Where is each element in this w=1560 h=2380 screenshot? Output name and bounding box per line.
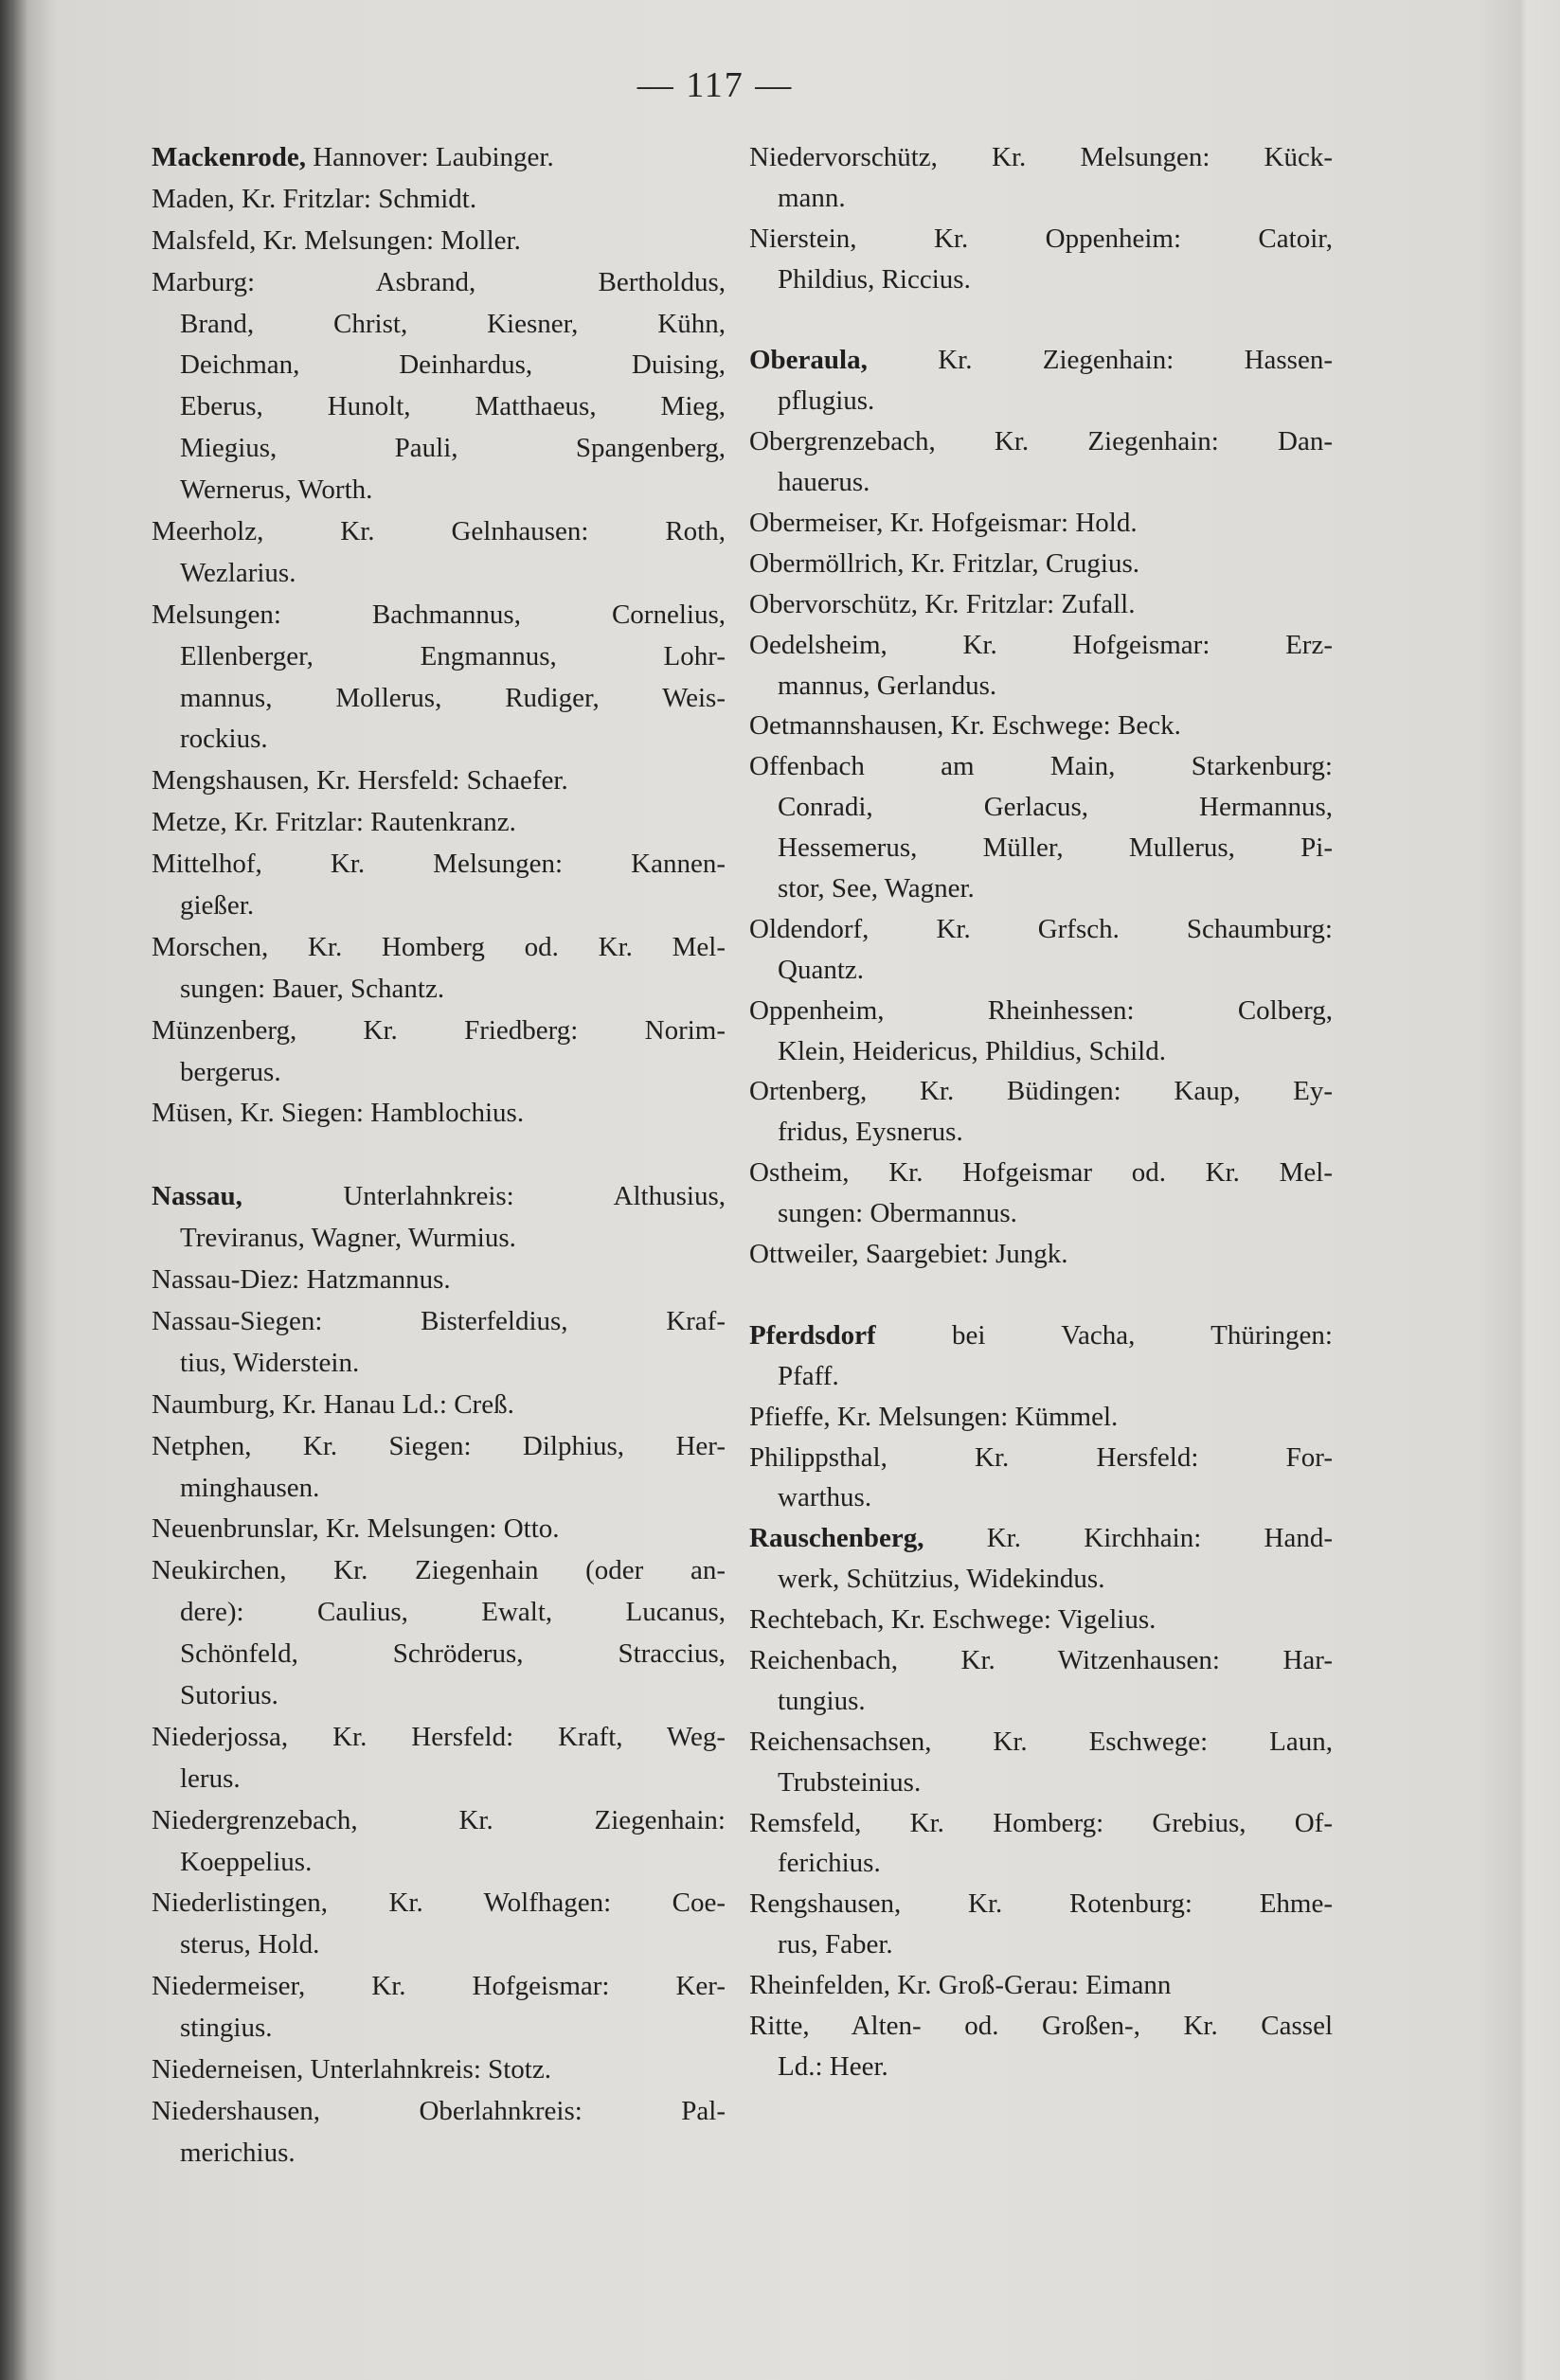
entry-text: Conradi, Gerlacus, Hermannus, bbox=[778, 792, 1333, 823]
entry-text: Oppenheim, Rheinhessen: Colberg, bbox=[749, 994, 1333, 1026]
entry-text: Philippsthal, Kr. Hersfeld: For- bbox=[749, 1441, 1333, 1473]
section-gap bbox=[749, 1275, 1333, 1315]
entry-line bbox=[749, 625, 1333, 666]
entry-line bbox=[749, 1031, 1333, 1072]
entry-line bbox=[749, 1681, 1333, 1722]
entry-text: minghausen. bbox=[180, 1472, 320, 1503]
index-entry bbox=[749, 1438, 1333, 1519]
entry-line bbox=[749, 706, 1333, 746]
entry-line bbox=[152, 678, 726, 720]
entry-text: Klein, Heidericus, Phildius, Schild. bbox=[778, 1035, 1166, 1066]
entry-text: Obervorschütz, Kr. Fritzlar: Zufall. bbox=[749, 588, 1136, 619]
entry-text: Mengshausen, Kr. Hersfeld: Schaefer. bbox=[152, 765, 568, 796]
index-entry bbox=[152, 1011, 726, 1094]
index-entry bbox=[152, 844, 726, 927]
entry-text: Offenbach am Main, Starkenburg: bbox=[749, 751, 1333, 782]
entry-line bbox=[749, 1153, 1333, 1193]
entry-line bbox=[749, 584, 1333, 625]
entry-text: sungen: Bauer, Schantz. bbox=[180, 973, 445, 1004]
entry-line bbox=[152, 802, 726, 844]
entry-text: sterus, Hold. bbox=[180, 1929, 320, 1960]
entry-text: Meerholz, Kr. Gelnhausen: Roth, bbox=[152, 516, 726, 547]
entry-text: Malsfeld, Kr. Melsungen: Moller. bbox=[152, 224, 521, 256]
entry-text: tungius. bbox=[778, 1685, 866, 1716]
entry-line bbox=[749, 421, 1333, 462]
entry-text: warthus. bbox=[778, 1482, 872, 1513]
entry-text: Neuenbrunslar, Kr. Melsungen: Otto. bbox=[152, 1513, 560, 1545]
entry-line bbox=[749, 462, 1333, 503]
entry-line bbox=[749, 259, 1333, 300]
index-entry bbox=[152, 179, 726, 221]
entry-line bbox=[749, 1071, 1333, 1112]
entry-text: Miegius, Pauli, Spangenberg, bbox=[180, 433, 726, 464]
entry-line bbox=[749, 219, 1333, 259]
entry-line bbox=[749, 991, 1333, 1031]
entry-line bbox=[152, 2133, 726, 2174]
entry-text: tius, Widerstein. bbox=[180, 1347, 360, 1378]
entry-line bbox=[152, 1011, 726, 1052]
entry-line bbox=[152, 1675, 726, 1717]
entry-line bbox=[749, 1477, 1333, 1518]
index-entry bbox=[152, 1301, 726, 1385]
entry-text: mannus, Gerlandus. bbox=[778, 670, 997, 701]
entry-text: Maden, Kr. Fritzlar: Schmidt. bbox=[152, 183, 477, 214]
entry-text: Rheinfelden, Kr. Groß-Gerau: Eimann bbox=[749, 1970, 1172, 2001]
entry-line bbox=[152, 1093, 726, 1135]
index-entry bbox=[749, 1640, 1333, 1722]
entry-line bbox=[152, 553, 726, 595]
index-entry bbox=[749, 503, 1333, 544]
index-entry bbox=[152, 1385, 726, 1426]
entry-line bbox=[152, 1717, 726, 1759]
entry-text: Neukirchen, Kr. Ziegenhain (oder an- bbox=[152, 1555, 726, 1586]
index-entry bbox=[152, 1883, 726, 1966]
entry-text: Morschen, Kr. Homberg od. Kr. Mel- bbox=[152, 931, 726, 962]
entry-line bbox=[152, 1260, 726, 1301]
entry-line bbox=[152, 1550, 726, 1592]
index-entry bbox=[749, 1071, 1333, 1153]
entry-line bbox=[749, 1356, 1333, 1397]
entry-text: Wernerus, Worth. bbox=[180, 474, 373, 506]
entry-line bbox=[749, 1397, 1333, 1438]
entry-text: Ritte, Alten- od. Großen-, Kr. Cassel bbox=[749, 2010, 1333, 2041]
entry-text: Reichenbach, Kr. Witzenhausen: Har- bbox=[749, 1644, 1333, 1675]
entry-heading: Pferdsdorf bbox=[749, 1319, 876, 1351]
entry-text: Mittelhof, Kr. Melsungen: Kannen- bbox=[152, 849, 726, 880]
entry-line bbox=[749, 2047, 1333, 2087]
index-entry bbox=[749, 219, 1333, 300]
index-entry bbox=[749, 706, 1333, 746]
entry-text: werk, Schützius, Widekindus. bbox=[778, 1564, 1105, 1595]
entry-text: Oedelsheim, Kr. Hofgeismar: Erz- bbox=[749, 629, 1333, 660]
index-entry bbox=[749, 1722, 1333, 1803]
entry-line bbox=[152, 1468, 726, 1510]
entry-text: Reichensachsen, Kr. Eschwege: Laun, bbox=[749, 1726, 1333, 1757]
entry-line bbox=[749, 1803, 1333, 1844]
entry-text: dere): Caulius, Ewalt, Lucanus, bbox=[180, 1597, 726, 1628]
entry-text: rus, Faber. bbox=[778, 1929, 893, 1960]
entry-text: Trubsteinius. bbox=[778, 1766, 922, 1798]
page-number: — 117 — bbox=[637, 65, 794, 105]
entry-line bbox=[749, 828, 1333, 868]
index-entry bbox=[152, 761, 726, 802]
entry-line bbox=[749, 1924, 1333, 1965]
entry-line bbox=[749, 746, 1333, 787]
entry-line bbox=[152, 470, 726, 511]
entry-line bbox=[749, 178, 1333, 219]
entry-line bbox=[749, 544, 1333, 584]
index-entry bbox=[749, 625, 1333, 707]
index-entry bbox=[152, 262, 726, 511]
entry-text: Münzenberg, Kr. Friedberg: Norim- bbox=[152, 1014, 726, 1046]
entry-text: Rechtebach, Kr. Eschwege: Vigelius. bbox=[749, 1604, 1157, 1636]
entry-line bbox=[152, 1883, 726, 1924]
entry-line bbox=[152, 761, 726, 802]
entry-heading: Mackenrode, bbox=[152, 142, 306, 172]
entry-text: pflugius. bbox=[778, 385, 875, 417]
entry-text: Niederlistingen, Kr. Wolfhagen: Coe- bbox=[152, 1888, 726, 1919]
entry-heading: Rauschenberg, bbox=[749, 1523, 924, 1554]
entry-line bbox=[152, 1966, 726, 2008]
entry-text: Ortenberg, Kr. Büdingen: Kaup, Ey- bbox=[749, 1076, 1333, 1107]
index-entry bbox=[152, 2091, 726, 2174]
entry-line bbox=[152, 428, 726, 470]
entry-text: Niedergrenzebach, Kr. Ziegenhain: bbox=[152, 1804, 726, 1835]
entry-text: mannus, Mollerus, Rudiger, Weis- bbox=[180, 682, 726, 713]
entry-text: Marburg: Asbrand, Bertholdus, bbox=[152, 266, 726, 297]
entry-text: Schönfeld, Schröderus, Straccius, bbox=[180, 1638, 726, 1670]
entry-line bbox=[749, 503, 1333, 544]
entry-line bbox=[749, 950, 1333, 991]
entry-text: Niederjossa, Kr. Hersfeld: Kraft, Weg- bbox=[152, 1721, 726, 1752]
entry-line bbox=[749, 1722, 1333, 1763]
entry-text: Netphen, Kr. Siegen: Dilphius, Her- bbox=[152, 1430, 726, 1461]
entry-text: Deichman, Deinhardus, Duising, bbox=[180, 349, 726, 381]
entry-text: Niedermeiser, Kr. Hofgeismar: Ker- bbox=[152, 1971, 726, 2002]
entry-text: stingius. bbox=[180, 2013, 273, 2044]
entry-text: Obermeiser, Kr. Hofgeismar: Hold. bbox=[749, 508, 1138, 539]
entry-text: Obermöllrich, Kr. Fritzlar, Crugius. bbox=[749, 547, 1140, 579]
entry-line bbox=[152, 511, 726, 553]
index-entry bbox=[152, 137, 726, 179]
entry-text: Pfaff. bbox=[778, 1360, 839, 1391]
entry-line bbox=[749, 909, 1333, 950]
index-entry bbox=[152, 1426, 726, 1510]
entry-line bbox=[749, 1640, 1333, 1681]
entry-line bbox=[749, 1518, 1333, 1559]
entry-text: Remsfeld, Kr. Homberg: Grebius, Of- bbox=[749, 1807, 1333, 1838]
entry-line bbox=[749, 787, 1333, 828]
entry-text: mann. bbox=[778, 182, 846, 213]
entry-line bbox=[749, 1600, 1333, 1640]
entry-line bbox=[152, 886, 726, 927]
index-entry bbox=[749, 909, 1333, 991]
entry-line bbox=[152, 1385, 726, 1426]
entry-line bbox=[152, 386, 726, 428]
entry-text: Müsen, Kr. Siegen: Hamblochius. bbox=[152, 1098, 525, 1129]
index-entry bbox=[749, 1315, 1333, 1397]
entry-line bbox=[749, 1843, 1333, 1884]
entry-line bbox=[749, 1965, 1333, 2006]
index-entry bbox=[749, 1518, 1333, 1600]
entry-text: Obergrenzebach, Kr. Ziegenhain: Dan- bbox=[749, 426, 1333, 457]
entry-line bbox=[152, 1800, 726, 1842]
entry-text: Ellenberger, Engmannus, Lohr- bbox=[180, 640, 726, 671]
entry-text: Nassau-Siegen: Bisterfeldius, Kraf- bbox=[152, 1305, 726, 1336]
index-entry bbox=[749, 1884, 1333, 1965]
entry-line bbox=[749, 1234, 1333, 1275]
index-entry bbox=[152, 927, 726, 1011]
entry-line bbox=[152, 137, 726, 179]
entry-line bbox=[152, 719, 726, 761]
entry-line bbox=[152, 595, 726, 636]
entry-text: Ottweiler, Saargebiet: Jungk. bbox=[749, 1239, 1068, 1270]
entry-line bbox=[749, 868, 1333, 909]
entry-text: Niedershausen, Oberlahnkreis: Pal- bbox=[152, 2095, 726, 2126]
entry-text: Quantz. bbox=[778, 954, 864, 985]
entry-line bbox=[152, 844, 726, 886]
entry-text: Sutorius. bbox=[180, 1679, 278, 1710]
entry-text: Pfieffe, Kr. Melsungen: Kümmel. bbox=[749, 1401, 1119, 1432]
entry-line bbox=[152, 2008, 726, 2049]
entry-text: sungen: Obermannus. bbox=[778, 1198, 1017, 1229]
entry-text: fridus, Eysnerus. bbox=[778, 1117, 963, 1148]
entry-text: Niederneisen, Unterlahnkreis: Stotz. bbox=[152, 2053, 551, 2085]
entry-text: bergerus. bbox=[180, 1056, 281, 1087]
index-entry bbox=[749, 137, 1333, 219]
index-entry bbox=[749, 1803, 1333, 1885]
entry-text: Metze, Kr. Fritzlar: Rautenkranz. bbox=[152, 807, 516, 838]
index-entry bbox=[152, 802, 726, 844]
entry-text: stor, See, Wagner. bbox=[778, 873, 975, 904]
index-entry bbox=[152, 1800, 726, 1884]
entry-line bbox=[152, 1634, 726, 1675]
index-entry bbox=[152, 1260, 726, 1301]
entry-line bbox=[152, 969, 726, 1011]
entry-line bbox=[152, 1842, 726, 1884]
entry-text: Phildius, Riccius. bbox=[778, 263, 971, 295]
entry-text: Eberus, Hunolt, Matthaeus, Mieg, bbox=[180, 391, 726, 422]
index-entry bbox=[152, 595, 726, 761]
index-entry bbox=[749, 746, 1333, 909]
index-entry bbox=[749, 1600, 1333, 1640]
entry-text: Naumburg, Kr. Hanau Ld.: Creß. bbox=[152, 1388, 514, 1420]
entry-text: Niedervorschütz, Kr. Melsungen: Kück- bbox=[749, 142, 1333, 172]
entry-text: Unterlahnkreis: Althusius, bbox=[242, 1181, 726, 1212]
entry-text: Koeppelius. bbox=[180, 1846, 313, 1877]
entry-line bbox=[152, 2049, 726, 2091]
entry-heading: Nassau, bbox=[152, 1181, 242, 1212]
index-entry bbox=[749, 1397, 1333, 1438]
entry-line bbox=[152, 1759, 726, 1800]
entry-line bbox=[152, 1218, 726, 1260]
entry-text: Ld.: Heer. bbox=[778, 2050, 888, 2082]
index-entry bbox=[152, 1093, 726, 1135]
entry-text: Nassau-Diez: Hatzmannus. bbox=[152, 1264, 451, 1296]
entry-line bbox=[749, 1193, 1333, 1234]
index-entry bbox=[152, 221, 726, 262]
entry-line bbox=[749, 2006, 1333, 2047]
index-entry bbox=[749, 991, 1333, 1072]
entry-text: Kr. Ziegenhain: Hassen- bbox=[867, 345, 1333, 376]
entry-line bbox=[152, 262, 726, 304]
entry-line bbox=[152, 179, 726, 221]
entry-line bbox=[152, 304, 726, 346]
entry-line bbox=[152, 1426, 726, 1468]
entry-line bbox=[749, 1438, 1333, 1478]
entry-line bbox=[749, 381, 1333, 421]
entry-text: Wezlarius. bbox=[180, 557, 296, 588]
entry-line bbox=[152, 1052, 726, 1094]
entry-line bbox=[152, 1509, 726, 1550]
entry-line bbox=[152, 927, 726, 969]
entry-line bbox=[749, 1315, 1333, 1356]
index-entry bbox=[749, 2006, 1333, 2087]
index-entry bbox=[749, 544, 1333, 584]
entry-line bbox=[749, 1763, 1333, 1803]
index-entry bbox=[152, 511, 726, 595]
index-entry bbox=[749, 340, 1333, 421]
entry-text: Oldendorf, Kr. Grfsch. Schaumburg: bbox=[749, 913, 1333, 944]
index-entry bbox=[749, 584, 1333, 625]
entry-line bbox=[749, 1884, 1333, 1924]
index-entry bbox=[749, 1234, 1333, 1275]
index-entry bbox=[749, 1153, 1333, 1234]
entry-line bbox=[152, 1176, 726, 1218]
entry-text: rockius. bbox=[180, 724, 268, 755]
index-entry bbox=[749, 1965, 1333, 2006]
entry-text: Nierstein, Kr. Oppenheim: Catoir, bbox=[749, 223, 1333, 254]
entry-text: ferichius. bbox=[778, 1848, 881, 1879]
entry-text: Rengshausen, Kr. Rotenburg: Ehme- bbox=[749, 1888, 1333, 1920]
entry-text: Melsungen: Bachmannus, Cornelius, bbox=[152, 599, 726, 630]
entry-text: Oetmannshausen, Kr. Eschwege: Beck. bbox=[749, 710, 1181, 742]
entry-line bbox=[152, 1592, 726, 1634]
entry-text: Ostheim, Kr. Hofgeismar od. Kr. Mel- bbox=[749, 1157, 1333, 1189]
entry-line bbox=[152, 221, 726, 262]
entry-text: merichius. bbox=[180, 2137, 296, 2168]
entry-text: Kr. Kirchhain: Hand- bbox=[923, 1523, 1333, 1554]
entry-line bbox=[749, 666, 1333, 707]
entry-line bbox=[152, 345, 726, 386]
entry-text: Treviranus, Wagner, Wurmius. bbox=[180, 1223, 516, 1254]
entry-text: gießer. bbox=[180, 890, 255, 922]
entry-heading: Oberaula, bbox=[749, 345, 868, 376]
entry-line bbox=[749, 1112, 1333, 1153]
index-entry bbox=[152, 1550, 726, 1717]
index-entry bbox=[152, 2049, 726, 2091]
entry-text: bei Vacha, Thüringen: bbox=[875, 1319, 1333, 1351]
entry-line bbox=[152, 636, 726, 678]
entry-text: Hessemerus, Müller, Mullerus, Pi- bbox=[778, 832, 1333, 864]
entry-line bbox=[152, 1301, 726, 1343]
index-entry bbox=[152, 1509, 726, 1550]
entry-line bbox=[152, 1924, 726, 1966]
entry-line bbox=[152, 1343, 726, 1385]
index-entry bbox=[152, 1966, 726, 2049]
entry-line bbox=[749, 340, 1333, 381]
left-column bbox=[152, 137, 726, 2174]
index-entry bbox=[749, 421, 1333, 503]
right-column bbox=[749, 137, 1333, 2087]
entry-text: lerus. bbox=[180, 1763, 241, 1794]
entry-text: Brand, Christ, Kiesner, Kühn, bbox=[180, 308, 726, 339]
entry-text: Hannover: Laubinger. bbox=[305, 142, 554, 172]
section-gap bbox=[152, 1135, 726, 1176]
entry-line bbox=[152, 2091, 726, 2133]
entry-line bbox=[749, 137, 1333, 178]
entry-line bbox=[749, 1559, 1333, 1600]
entry-text: hauerus. bbox=[778, 467, 870, 498]
index-entry bbox=[152, 1717, 726, 1800]
index-entry bbox=[152, 1176, 726, 1260]
section-gap bbox=[749, 300, 1333, 341]
